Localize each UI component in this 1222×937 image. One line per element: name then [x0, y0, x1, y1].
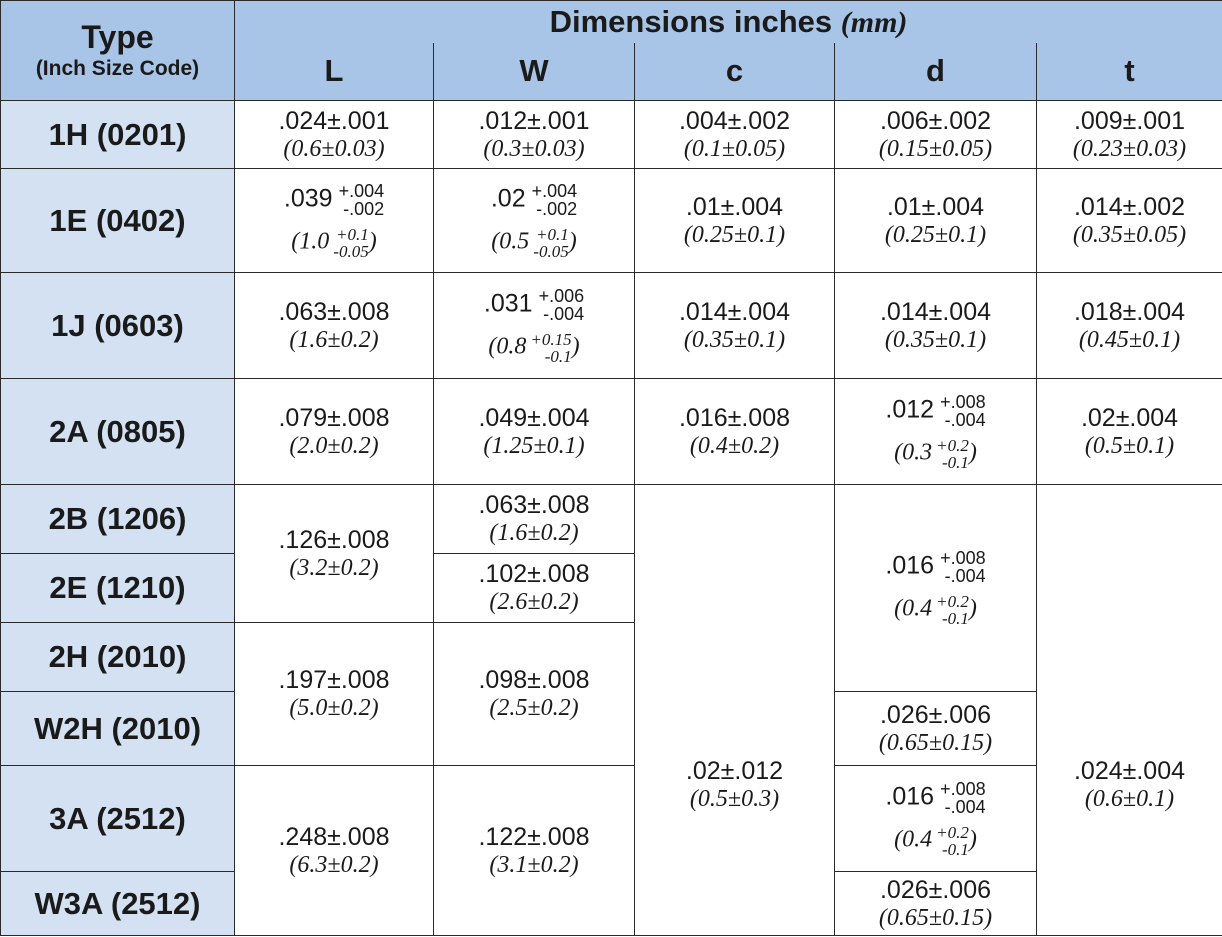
inch-value: .016±.008	[678, 403, 791, 432]
value-cell	[635, 273, 835, 379]
mm-value: (0.5±0.3)	[689, 786, 780, 812]
value-cell	[835, 379, 1037, 485]
type-cell: 2E (1210)	[1, 554, 235, 623]
inch-value: .102±.008	[478, 560, 590, 588]
mm-value: (1.25±0.1)	[483, 432, 585, 459]
inch-value: .031	[483, 289, 533, 318]
table-row	[1, 485, 1222, 554]
tol-minus: -0.05	[333, 241, 369, 261]
mm-value: (0.3	[894, 439, 933, 466]
type-cell: W2H (2010)	[1, 692, 235, 766]
inch-value: .014±.004	[678, 297, 791, 326]
mm-value: (0.65±0.15)	[878, 904, 993, 931]
value-cell	[434, 485, 635, 554]
value-cell	[635, 101, 835, 169]
inch-value: .039	[283, 184, 333, 213]
value-cell	[235, 101, 434, 169]
value-cell	[835, 692, 1037, 766]
value-cell	[835, 872, 1037, 936]
tol-minus: -0.05	[533, 241, 569, 261]
value-cell	[1037, 379, 1222, 485]
table-row	[1, 169, 1222, 273]
tol-minus: -0.1	[544, 346, 572, 366]
value-cell	[635, 379, 835, 485]
tol-minus: -.004	[543, 303, 585, 324]
type-cell: 1H (0201)	[1, 101, 235, 169]
mm-value: (0.4±0.2)	[689, 432, 780, 459]
type-cell: 2A (0805)	[1, 379, 235, 485]
value-cell	[835, 169, 1037, 273]
value-cell	[835, 485, 1037, 692]
inch-value: .006±.002	[879, 106, 992, 135]
col-header-W: W	[434, 43, 635, 101]
inch-value: .063±.008	[478, 491, 590, 519]
mm-value: (0.3±0.03)	[483, 135, 585, 162]
value-cell	[1037, 273, 1222, 379]
inch-value: .009±.001	[1073, 106, 1186, 135]
inch-value: .026±.006	[879, 875, 992, 904]
tol-plus: +0.2	[936, 592, 969, 611]
tol-plus: +.008	[940, 391, 986, 412]
tol-plus: +0.1	[335, 224, 369, 244]
mm-value: (0.4	[894, 595, 933, 622]
inch-value: .012	[885, 395, 935, 424]
inch-value: .014±.002	[1073, 192, 1186, 221]
mm-value: (2.5±0.2)	[489, 695, 579, 721]
inch-value: .016	[885, 551, 935, 580]
inch-value: .248±.008	[278, 822, 390, 851]
inch-value: .016	[885, 782, 935, 811]
mm-value: (0.8	[488, 333, 527, 360]
dimensions-header-bold: Dimensions	[549, 3, 726, 39]
tol-plus: +0.2	[936, 822, 969, 842]
value-cell	[635, 169, 835, 273]
mm-value: (2.0±0.2)	[289, 432, 379, 459]
tol-plus: +.008	[940, 548, 986, 568]
tol-minus: -.004	[944, 796, 986, 817]
mm-close: )	[568, 228, 577, 255]
inch-value: .197±.008	[278, 666, 390, 694]
inch-value: .012±.001	[478, 106, 590, 135]
value-cell	[835, 766, 1037, 872]
mm-value: (0.65±0.15)	[878, 729, 993, 756]
value-cell	[635, 485, 835, 936]
value-cell	[235, 485, 434, 623]
type-cell: 2B (1206)	[1, 485, 235, 554]
inch-value: .098±.008	[478, 666, 590, 694]
inch-value: .126±.008	[278, 525, 390, 554]
mm-value: (0.35±0.1)	[683, 326, 786, 353]
dimensions-header-mm: (mm)	[840, 5, 908, 39]
mm-value: (0.23±0.03)	[1072, 135, 1187, 162]
inch-value: .004±.002	[678, 106, 791, 135]
mm-close: )	[968, 595, 977, 622]
mm-value: (0.4	[894, 826, 933, 853]
col-header-t: t	[1037, 43, 1222, 101]
tol-minus: -0.1	[941, 609, 969, 628]
inch-value: .026±.006	[879, 700, 992, 729]
mm-value: (0.25±0.1)	[683, 221, 786, 248]
value-cell	[1037, 169, 1222, 273]
mm-value: (0.6±0.03)	[283, 135, 385, 162]
inch-value: .024±.004	[1073, 757, 1186, 785]
inch-value: .014±.004	[879, 297, 992, 326]
type-header-subtitle: (Inch Size Code)	[35, 56, 200, 80]
value-cell	[434, 766, 635, 936]
mm-value: (0.6±0.1)	[1084, 786, 1175, 812]
value-cell	[235, 379, 434, 485]
inch-value: .024±.001	[278, 106, 390, 135]
type-header-title: Type	[81, 18, 154, 55]
mm-value: (1.6±0.2)	[489, 520, 579, 546]
mm-value: (3.1±0.2)	[489, 851, 579, 878]
value-cell	[434, 273, 635, 379]
mm-value: (0.25±0.1)	[884, 221, 987, 248]
mm-value: (0.35±0.05)	[1072, 221, 1187, 248]
tol-plus: +.004	[338, 180, 385, 201]
dimensions-header-units: inches	[733, 3, 833, 39]
inch-value: .01±.004	[685, 192, 784, 221]
tol-plus: +0.15	[530, 329, 572, 349]
mm-value: (1.6±0.2)	[289, 326, 379, 353]
col-header-c: c	[635, 43, 835, 101]
mm-value: (5.0±0.2)	[289, 695, 379, 721]
value-cell	[434, 623, 635, 766]
type-header	[1, 1, 235, 101]
value-cell	[835, 101, 1037, 169]
value-cell	[235, 766, 434, 936]
value-cell	[835, 273, 1037, 379]
type-cell: 1E (0402)	[1, 169, 235, 273]
type-cell: 2H (2010)	[1, 623, 235, 692]
inch-value: .02±.004	[1080, 403, 1179, 432]
tol-plus: +.004	[531, 180, 578, 201]
inch-value: .02±.012	[685, 757, 784, 785]
table-row	[1, 101, 1222, 169]
table-row	[1, 379, 1222, 485]
mm-value: (0.35±0.1)	[884, 326, 987, 353]
value-cell	[434, 169, 635, 273]
type-cell: 1J (0603)	[1, 273, 235, 379]
mm-value: (0.5	[491, 228, 530, 255]
inch-value: .049±.004	[478, 403, 590, 432]
value-cell	[434, 101, 635, 169]
mm-value: (0.15±0.05)	[878, 135, 993, 162]
mm-value: (0.5±0.1)	[1084, 432, 1175, 459]
tol-plus: +0.2	[936, 435, 969, 455]
value-cell	[434, 379, 635, 485]
mm-value: (0.1±0.05)	[683, 135, 786, 162]
tol-minus: -.004	[944, 409, 986, 430]
inch-value: .01±.004	[886, 192, 985, 221]
value-cell	[235, 169, 434, 273]
col-header-d: d	[835, 43, 1037, 101]
inch-value: .018±.004	[1073, 297, 1186, 326]
value-cell	[1037, 101, 1222, 169]
value-cell	[235, 623, 434, 766]
type-cell: W3A (2512)	[1, 872, 235, 936]
tol-minus: -.002	[343, 198, 385, 219]
inch-value: .079±.008	[278, 403, 390, 432]
inch-value: .122±.008	[478, 822, 590, 851]
mm-value: (2.6±0.2)	[489, 589, 579, 615]
value-cell	[1037, 485, 1222, 936]
mm-value: (1.0	[291, 228, 330, 255]
tol-minus: -.002	[536, 198, 578, 219]
mm-close: )	[968, 439, 977, 466]
inch-value: .02	[490, 184, 526, 213]
inch-value: .063±.008	[278, 297, 390, 326]
mm-close: )	[368, 228, 377, 255]
type-cell: 3A (2512)	[1, 766, 235, 872]
mm-close: )	[571, 333, 580, 360]
tol-plus: +.008	[940, 778, 986, 799]
tol-plus: +.006	[538, 285, 585, 306]
mm-value: (6.3±0.2)	[289, 851, 379, 878]
mm-value: (3.2±0.2)	[289, 554, 379, 581]
value-cell	[235, 273, 434, 379]
tol-minus: -0.1	[941, 839, 969, 859]
col-header-L: L	[235, 43, 434, 101]
table-row	[1, 273, 1222, 379]
tol-minus: -.004	[944, 566, 986, 586]
dimensions-header	[235, 1, 1222, 43]
tol-minus: -0.1	[941, 452, 969, 472]
value-cell	[434, 554, 635, 623]
tol-plus: +0.1	[535, 224, 569, 244]
mm-close: )	[968, 826, 977, 853]
mm-value: (0.45±0.1)	[1078, 326, 1181, 353]
